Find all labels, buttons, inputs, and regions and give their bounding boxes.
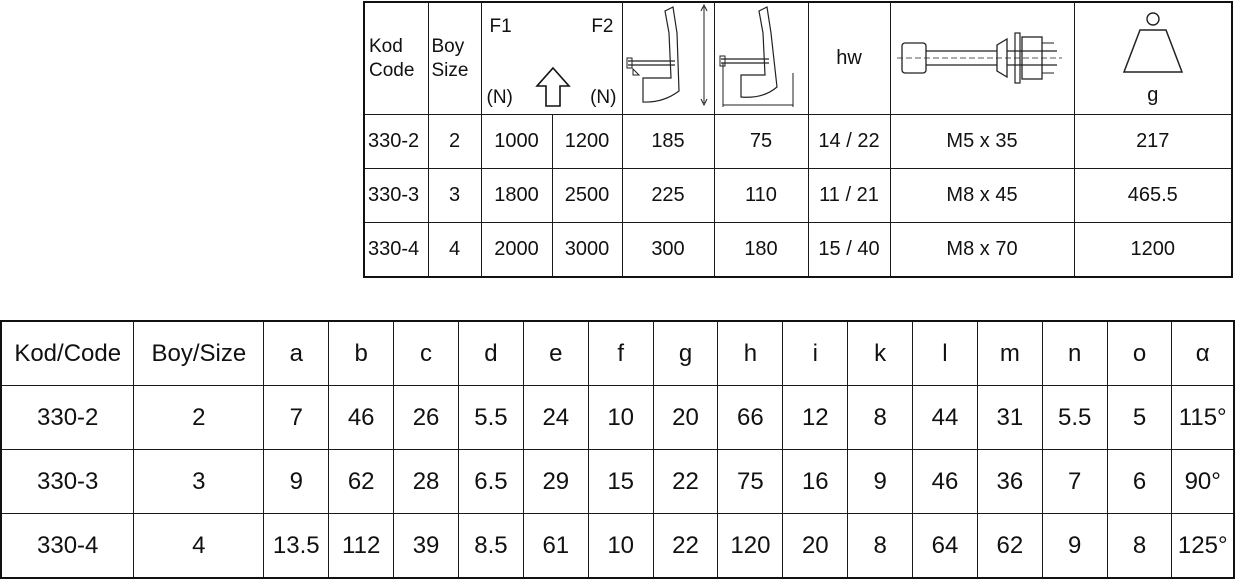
- cell: 39: [394, 514, 459, 579]
- cell: 64: [913, 514, 978, 579]
- cell: 28: [394, 450, 459, 514]
- cell: 330-2: [1, 386, 134, 450]
- cell-size: 4: [428, 223, 481, 278]
- cell: 66: [718, 386, 783, 450]
- header-cell: Kod/Code: [1, 321, 134, 386]
- header-kod-code: [364, 2, 428, 115]
- header-cell: f: [588, 321, 653, 386]
- cell-f1: 1800: [481, 169, 552, 223]
- header-cell: b: [329, 321, 394, 386]
- cell-weight: 217: [1074, 115, 1232, 169]
- cell: 31: [977, 386, 1042, 450]
- cell: 7: [264, 386, 329, 450]
- cell: 115°: [1172, 386, 1234, 450]
- cell: 8.5: [458, 514, 523, 579]
- cell: 10: [588, 386, 653, 450]
- cell: 15: [588, 450, 653, 514]
- header-cell: c: [394, 321, 459, 386]
- header-bolt-diagram: [890, 2, 1074, 115]
- cell-hw: 11 / 21: [808, 169, 890, 223]
- table-header-row: [364, 2, 1232, 115]
- header-n-left: (N): [486, 87, 513, 108]
- header-cell: i: [783, 321, 848, 386]
- cell: 62: [329, 450, 394, 514]
- header-cell: e: [523, 321, 588, 386]
- cell: 3: [134, 450, 264, 514]
- header-boy-size: [428, 2, 481, 115]
- header-cell: Boy/Size: [134, 321, 264, 386]
- cell: 46: [913, 450, 978, 514]
- cell: 10: [588, 514, 653, 579]
- table-header-row: [1, 321, 1234, 386]
- cell: 9: [264, 450, 329, 514]
- header-clamp-width-diagram: [714, 2, 808, 115]
- cell-weight: 1200: [1074, 223, 1232, 278]
- dimensions-table: [0, 320, 1235, 579]
- header-code-label: Code: [369, 59, 415, 81]
- cell-width: 110: [714, 169, 808, 223]
- table-row: [364, 115, 1232, 169]
- header-cell: h: [718, 321, 783, 386]
- clamp-width-diagram-icon: [715, 3, 808, 108]
- arrow-up-icon: [535, 66, 571, 108]
- cell: 6.5: [458, 450, 523, 514]
- table-row: [1, 514, 1234, 579]
- header-cell: d: [458, 321, 523, 386]
- cell-code: 330-4: [364, 223, 428, 278]
- cell: 26: [394, 386, 459, 450]
- header-cell: l: [913, 321, 978, 386]
- cell-height: 185: [622, 115, 714, 169]
- cell-size: 2: [428, 115, 481, 169]
- header-cell: m: [977, 321, 1042, 386]
- cell-f2: 3000: [552, 223, 622, 278]
- cell: 330-4: [1, 514, 134, 579]
- cell-weight: 465.5: [1074, 169, 1232, 223]
- cell: 20: [783, 514, 848, 579]
- cell-code: 330-3: [364, 169, 428, 223]
- header-kod-label: Kod: [369, 35, 403, 57]
- cell-f2: 1200: [552, 115, 622, 169]
- cell: 90°: [1172, 450, 1234, 514]
- cell: 125°: [1172, 514, 1234, 579]
- cell: 29: [523, 450, 588, 514]
- cell-bolt: M5 x 35: [890, 115, 1074, 169]
- cell-width: 75: [714, 115, 808, 169]
- cell-height: 300: [622, 223, 714, 278]
- cell: 4: [134, 514, 264, 579]
- cell-bolt: M8 x 70: [890, 223, 1074, 278]
- cell: 62: [977, 514, 1042, 579]
- header-cell: α: [1172, 321, 1234, 386]
- cell: 5: [1107, 386, 1172, 450]
- cell: 9: [848, 450, 913, 514]
- cell: 2: [134, 386, 264, 450]
- clamp-force-table: [363, 1, 1233, 278]
- cell-hw: 14 / 22: [808, 115, 890, 169]
- header-boy-label: Boy: [431, 35, 465, 57]
- cell: 13.5: [264, 514, 329, 579]
- header-clamp-height-diagram: [622, 2, 714, 115]
- cell: 8: [848, 386, 913, 450]
- header-cell: g: [653, 321, 718, 386]
- cell: 22: [653, 514, 718, 579]
- cell: 46: [329, 386, 394, 450]
- cell: 61: [523, 514, 588, 579]
- header-cell: o: [1107, 321, 1172, 386]
- cell-bolt: M8 x 45: [890, 169, 1074, 223]
- cell-f1: 1000: [481, 115, 552, 169]
- header-f2-label: F2: [591, 16, 614, 37]
- cell: 22: [653, 450, 718, 514]
- cell: 16: [783, 450, 848, 514]
- cell: 8: [848, 514, 913, 579]
- table-row: [1, 450, 1234, 514]
- table-row: [1, 386, 1234, 450]
- cell: 7: [1042, 450, 1107, 514]
- bolt-icon: [892, 21, 1072, 91]
- header-cell: a: [264, 321, 329, 386]
- header-weight: [1074, 2, 1232, 115]
- cell-hw: 15 / 40: [808, 223, 890, 278]
- cell-width: 180: [714, 223, 808, 278]
- table-row: [364, 169, 1232, 223]
- cell: 44: [913, 386, 978, 450]
- weight-icon: [1118, 10, 1188, 80]
- header-cell: n: [1042, 321, 1107, 386]
- clamp-height-diagram-icon: [623, 3, 714, 108]
- header-cell: k: [848, 321, 913, 386]
- cell: 5.5: [1042, 386, 1107, 450]
- cell: 5.5: [458, 386, 523, 450]
- header-force: [481, 2, 622, 115]
- weight-unit-label: g: [1147, 84, 1159, 106]
- cell: 75: [718, 450, 783, 514]
- header-size-label: Size: [431, 59, 469, 81]
- cell: 8: [1107, 514, 1172, 579]
- cell: 36: [977, 450, 1042, 514]
- cell: 24: [523, 386, 588, 450]
- table-row: [364, 223, 1232, 278]
- cell-f1: 2000: [481, 223, 552, 278]
- cell: 6: [1107, 450, 1172, 514]
- cell-code: 330-2: [364, 115, 428, 169]
- cell: 9: [1042, 514, 1107, 579]
- header-hw: hw: [808, 2, 890, 115]
- cell-height: 225: [622, 169, 714, 223]
- header-f1-label: F1: [489, 16, 512, 37]
- cell: 330-3: [1, 450, 134, 514]
- cell-f2: 2500: [552, 169, 622, 223]
- cell: 20: [653, 386, 718, 450]
- cell-size: 3: [428, 169, 481, 223]
- header-n-right: (N): [590, 87, 617, 108]
- cell: 112: [329, 514, 394, 579]
- cell: 120: [718, 514, 783, 579]
- cell: 12: [783, 386, 848, 450]
